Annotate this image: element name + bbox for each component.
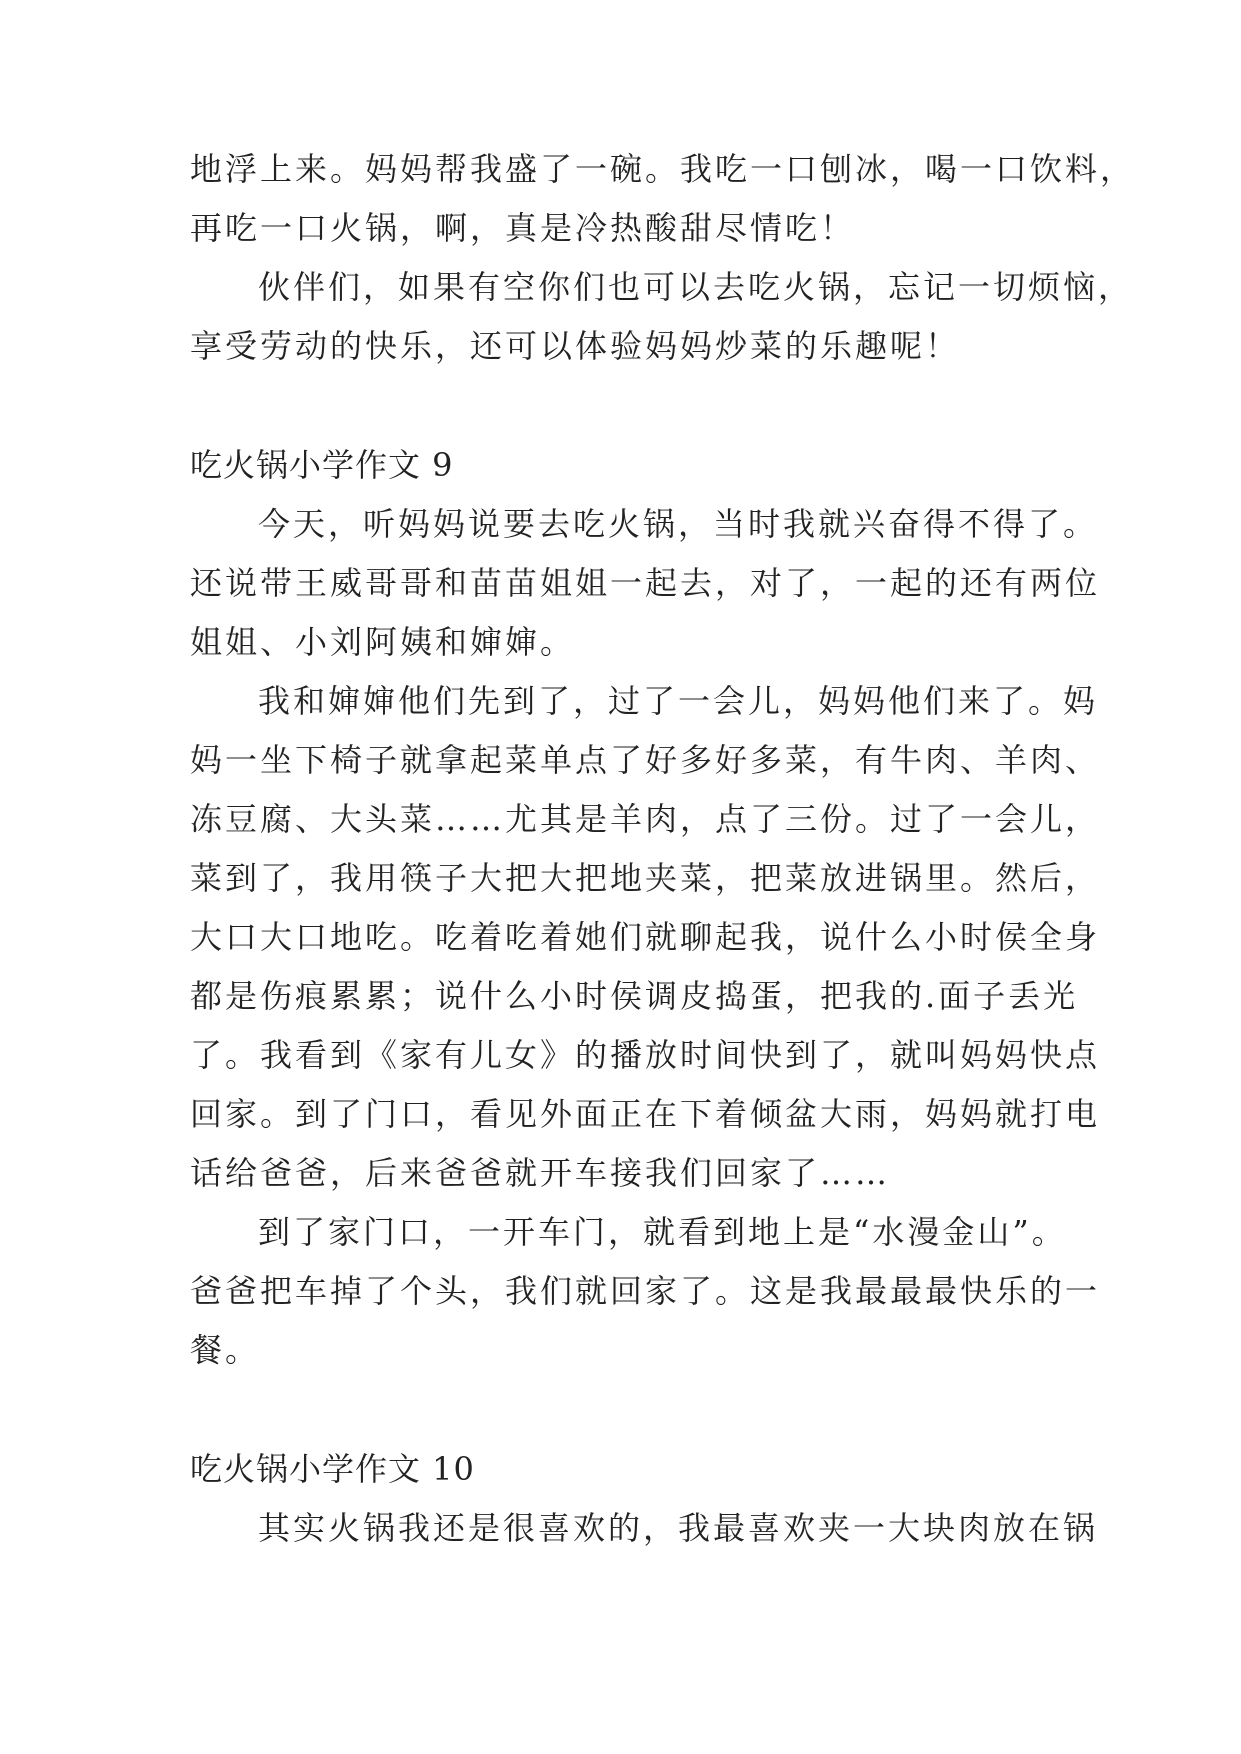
text-line: 话给爸爸，后来爸爸就开车接我们回家了……	[190, 1154, 891, 1192]
text-line: 大口大口地吃。吃着吃着她们就聊起我，说什么小时侯全身	[190, 918, 1101, 956]
text-line: 到了家门口，一开车门，就看到地上是“水漫金山”。	[258, 1213, 1067, 1251]
text-line: 地浮上来。妈妈帮我盛了一碗。我吃一口刨冰，喝一口饮料，	[190, 150, 1136, 188]
text-line: 还说带王威哥哥和苗苗姐姐一起去，对了，一起的还有两位	[190, 564, 1101, 602]
text-line: 餐。	[190, 1331, 261, 1369]
text-line: 爸爸把车掉了个头，我们就回家了。这是我最最最快乐的一	[190, 1272, 1101, 1310]
text-line: 菜到了，我用筷子大把大把地夹菜，把菜放进锅里。然后，	[190, 859, 1101, 897]
text-line: 今天，听妈妈说要去吃火锅，当时我就兴奋得不得了。	[258, 505, 1099, 543]
text-line: 妈一坐下椅子就拿起菜单点了好多好多菜，有牛肉、羊肉、	[190, 741, 1101, 779]
text-line: 都是伤痕累累；说什么小时侯调皮捣蛋，把我的.面子丢光	[190, 977, 1079, 1015]
text-line: 伙伴们，如果有空你们也可以去吃火锅，忘记一切烦恼，	[258, 268, 1134, 306]
section-title: 吃火锅小学作文 9	[190, 446, 454, 484]
text-line: 享受劳动的快乐，还可以体验妈妈炒菜的乐趣呢！	[190, 327, 961, 365]
text-line: 了。我看到《家有儿女》的播放时间快到了，就叫妈妈快点	[190, 1036, 1101, 1074]
text-line: 回家。到了门口，看见外面正在下着倾盆大雨，妈妈就打电	[190, 1095, 1101, 1133]
text-line: 其实火锅我还是很喜欢的，我最喜欢夹一大块肉放在锅	[258, 1509, 1099, 1547]
section-title: 吃火锅小学作文 10	[190, 1450, 475, 1488]
text-line: 冻豆腐、大头菜……尤其是羊肉，点了三份。过了一会儿，	[190, 800, 1101, 838]
text-line: 姐姐、小刘阿姨和婶婶。	[190, 623, 576, 661]
text-line: 我和婶婶他们先到了，过了一会儿，妈妈他们来了。妈	[258, 682, 1099, 720]
text-line: 再吃一口火锅，啊，真是冷热酸甜尽情吃！	[190, 209, 856, 247]
